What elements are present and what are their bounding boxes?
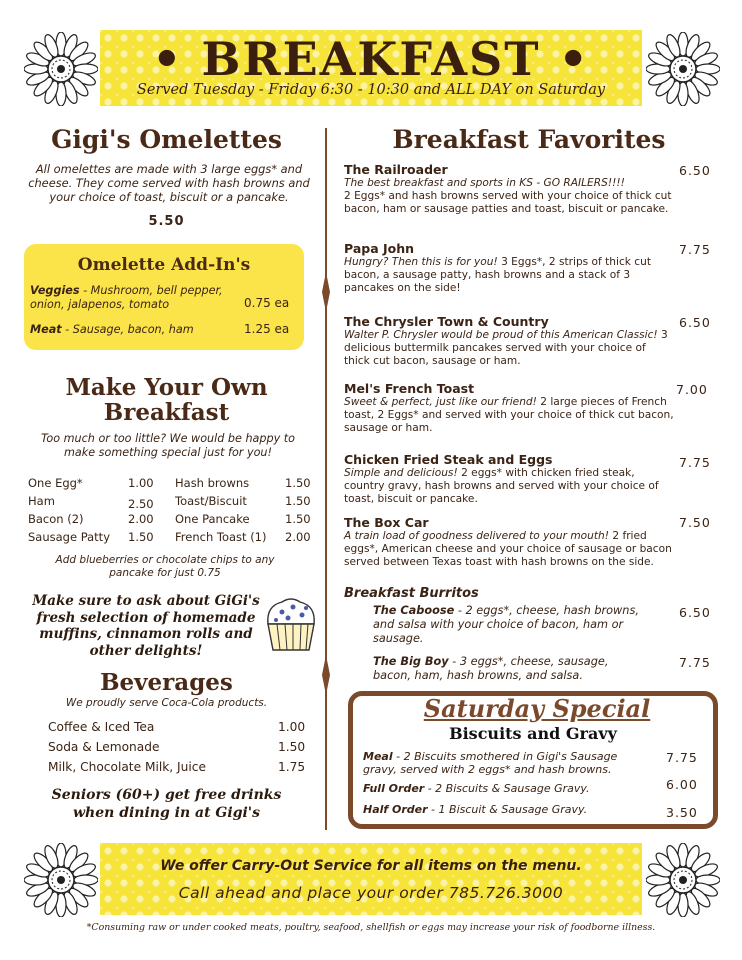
burrito-desc: - 3 eggs*, cheese, sausage, bacon, ham, hash browns, and salsa. (373, 655, 609, 682)
saturday-item-desc: - 2 Biscuits smothered in Gigi's Sausage gravy, served with 2 eggs* and hash browns. (363, 750, 618, 776)
item-desc: 2 Eggs* and hash browns served with your choice of thick cut bacon, ham or sausage patties and toast, biscuit or pancake. (344, 190, 672, 215)
addins-heading: Omelette Add-In's (77, 255, 251, 275)
mym-left-list (28, 476, 168, 548)
menu-item (344, 515, 674, 569)
saturday-item-name: Full Order (363, 782, 425, 795)
list-item: Coffee & Iced Tea 1.00 (48, 720, 306, 734)
saturday-item-price: 3.50 (666, 805, 698, 820)
make-your-own-heading-1: Make Your Own (65, 374, 268, 401)
item-desc: 2 fried eggs*, American cheese and your choice of sausage or bacon served between Texas toast with hash browns on the side. (344, 530, 672, 568)
menu-item (344, 452, 674, 506)
menu-item (344, 241, 674, 295)
menu-item (344, 162, 674, 216)
sunflower-icon (646, 32, 720, 106)
saturday-item-price: 7.75 (666, 750, 698, 765)
burritos-heading: Breakfast Burritos (344, 586, 479, 601)
menu-item (344, 381, 674, 435)
saturday-item (363, 803, 653, 816)
addins-veggies (30, 284, 240, 312)
burrito-price: 7.75 (679, 655, 711, 670)
item-price: 7.75 (679, 455, 711, 470)
item-tagline: The best breakfast and sports in KS - GO RAILERS!!!! (344, 177, 625, 189)
burrito-item (373, 604, 663, 646)
saturday-item-name: Meal (363, 750, 393, 763)
item-price: 7.50 (679, 515, 711, 530)
sunflower-icon (646, 843, 720, 917)
footer-banner (100, 843, 642, 915)
item-name: Mel's French Toast (344, 381, 475, 396)
item-tagline: Sweet & perfect, just like our friend! (344, 396, 537, 408)
saturday-item-desc: - 1 Biscuit & Sausage Gravy. (427, 803, 588, 816)
pancake-note: Add blueberries or chocolate chips to any pancake for just 0.75 (55, 554, 275, 579)
muffin-icon (260, 594, 322, 656)
page-title: • BREAKFAST • (152, 32, 590, 86)
item-tagline: Walter P. Chrysler would be proud of this American Classic! (344, 329, 658, 341)
diamond-divider-icon (320, 272, 332, 312)
sunflower-icon (24, 32, 98, 106)
list-item: Ham 2.50 (28, 494, 154, 511)
item-tagline: A train load of goodness delivered to your mouth! (344, 530, 609, 542)
addins-meat (30, 323, 194, 336)
item-price: 7.75 (679, 242, 711, 257)
diamond-divider-icon (320, 655, 332, 695)
burrito-name: The Caboose (373, 604, 455, 617)
item-tagline: Simple and delicious! (344, 467, 458, 479)
list-item: One Egg* 1.00 (28, 476, 154, 490)
muffins-promo: Make sure to ask about GiGi's fresh selection of homemade muffins, cinnamon rolls and other delights! (32, 593, 260, 659)
list-item: One Pancake 1.50 (175, 512, 311, 526)
item-price: 6.50 (679, 315, 711, 330)
saturday-item-price: 6.00 (666, 777, 698, 792)
carry-out-text: We offer Carry-Out Service for all items on the menu. (160, 858, 582, 874)
omelettes-description: All omelettes are made with 3 large eggs* and cheese. They come served with hash browns and your choice of toast, biscuit or a pancake. (28, 162, 310, 204)
item-name: The Railroader (344, 162, 448, 177)
item-name: Chicken Fried Steak and Eggs (344, 452, 553, 467)
item-desc: 2 eggs* with chicken fried steak, country gravy, hash browns and served with your choice of toast, biscuit or pancake. (344, 467, 659, 505)
item-desc: 2 large pieces of French toast, 2 Eggs* and served with your choice of thick cut bacon, sausage or ham. (344, 396, 674, 434)
item-tagline: Hungry? Then this is for you! (344, 256, 498, 268)
saturday-subheading: Biscuits and Gravy (449, 724, 617, 743)
column-divider (325, 128, 327, 830)
saturday-item-desc: - 2 Biscuits & Sausage Gravy. (424, 782, 590, 795)
list-item: Sausage Patty 1.50 (28, 530, 154, 544)
veggies-text: - Mushroom, bell pepper, onion, jalapenos, tomato (30, 284, 223, 311)
omelettes-heading: Gigi's Omelettes (51, 125, 282, 154)
list-item: Bacon (2) 2.00 (28, 512, 154, 526)
burrito-name: The Big Boy (373, 655, 449, 668)
veggies-price: 0.75 ea (244, 296, 290, 310)
item-price: 6.50 (679, 163, 711, 178)
item-desc: 3 Eggs*, 2 strips of thick cut bacon, a sausage patty, hash browns and a stack of 3 pancakes on the side! (344, 256, 651, 294)
make-your-own-description: Too much or too little? We would be happy to make something special just for you! (40, 432, 296, 459)
burrito-item (373, 655, 623, 683)
burrito-price: 6.50 (679, 605, 711, 620)
menu-item (344, 314, 674, 368)
item-name: Papa John (344, 241, 415, 256)
saturday-item (363, 782, 653, 795)
meat-text: - Sausage, bacon, ham (61, 323, 194, 336)
seniors-note: Seniors (60+) get free drinks when dining in at Gigi's (51, 787, 282, 821)
food-safety-disclaimer: *Consuming raw or under cooked meats, poultry, seafood, shellfish or eggs may increase your risk of foodborne illness. (86, 922, 656, 933)
saturday-item (363, 750, 653, 776)
burrito-desc: - 2 eggs*, cheese, hash browns, and salsa with your choice of bacon, ham or sausage. (373, 604, 639, 645)
item-name: The Chrysler Town & Country (344, 314, 549, 329)
saturday-heading: Saturday Special (423, 694, 651, 723)
list-item: French Toast (1) 2.00 (175, 530, 311, 544)
meat-label: Meat (30, 323, 62, 336)
item-price: 7.00 (676, 382, 708, 397)
meat-price: 1.25 ea (244, 322, 290, 336)
beverage-list (48, 720, 310, 780)
list-item: Toast/Biscuit 1.50 (175, 494, 311, 508)
item-name: The Box Car (344, 515, 429, 530)
sunflower-icon (24, 843, 98, 917)
favorites-heading: Breakfast Favorites (392, 125, 666, 154)
call-ahead-text: Call ahead and place your order 785.726.3000 (178, 884, 564, 902)
make-your-own-heading-2: Breakfast (103, 399, 230, 426)
saturday-item-name: Half Order (363, 803, 428, 816)
list-item: Milk, Chocolate Milk, Juice 1.75 (48, 760, 306, 774)
mym-right-list (175, 476, 315, 548)
item-desc: 3 delicious buttermilk pancakes served with your choice of thick cut bacon, sausage or ham. (344, 329, 668, 367)
beverages-note: We proudly serve Coca-Cola products. (65, 697, 268, 709)
service-hours: Served Tuesday - Friday 6:30 - 10:30 and ALL DAY on Saturday (136, 82, 606, 98)
list-item: Soda & Lemonade 1.50 (48, 740, 306, 754)
omelettes-price: 5.50 (148, 214, 185, 229)
veggies-label: Veggies (30, 284, 80, 297)
beverages-heading: Beverages (100, 669, 233, 696)
list-item: Hash browns 1.50 (175, 476, 311, 490)
